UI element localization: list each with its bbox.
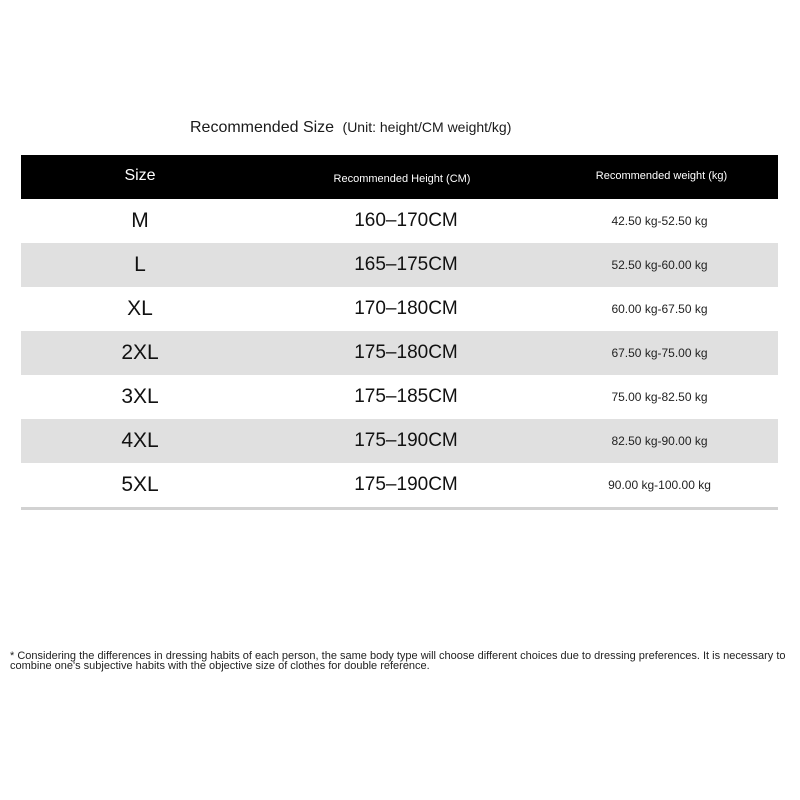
cell-height: 175–180CM [354,342,458,363]
table-row [21,199,778,243]
cell-weight: 67.50 kg-75.00 kg [611,346,708,360]
cell-size: 5XL [121,473,159,496]
cell-weight: 60.00 kg-67.50 kg [611,302,708,316]
cell-height: 175–190CM [354,430,458,451]
header-size: Size [124,166,156,184]
title-main: Recommended Size [190,119,335,136]
header-weight: Recommended weight (kg) [595,169,728,182]
size-table [21,155,778,510]
cell-height: 165–175CM [354,254,458,275]
table-row [21,419,778,463]
cell-size: 2XL [121,341,159,364]
cell-size: M [131,209,149,232]
cell-weight: 42.50 kg-52.50 kg [611,214,708,228]
cell-height: 175–190CM [354,474,458,495]
cell-size: L [134,253,146,276]
cell-size: 4XL [121,429,159,452]
footnote: * Considering the differences in dressing habits of each person, the same body type will choose different choices due to dressing preferences. It is necessary to combine one's subjective habits with the objective size of clothes for double reference. [10,650,786,672]
cell-height: 160–170CM [354,210,458,231]
table-row [21,463,778,507]
header-height: Recommended Height (CM) [333,172,471,185]
table-row [21,331,778,375]
table-row [21,287,778,331]
table-bottom-divider [21,507,778,510]
cell-size: XL [127,297,153,320]
cell-weight: 75.00 kg-82.50 kg [611,390,708,404]
table-row [21,375,778,419]
table-header [21,155,778,199]
cell-height: 175–185CM [354,386,458,407]
cell-size: 3XL [121,385,159,408]
chart-title [190,119,511,137]
title-unit: (Unit: height/CM weight/kg) [342,119,512,135]
table-row [21,243,778,287]
cell-weight: 52.50 kg-60.00 kg [611,258,708,272]
cell-weight: 82.50 kg-90.00 kg [611,434,708,448]
cell-height: 170–180CM [354,298,458,319]
cell-weight: 90.00 kg-100.00 kg [608,478,711,492]
